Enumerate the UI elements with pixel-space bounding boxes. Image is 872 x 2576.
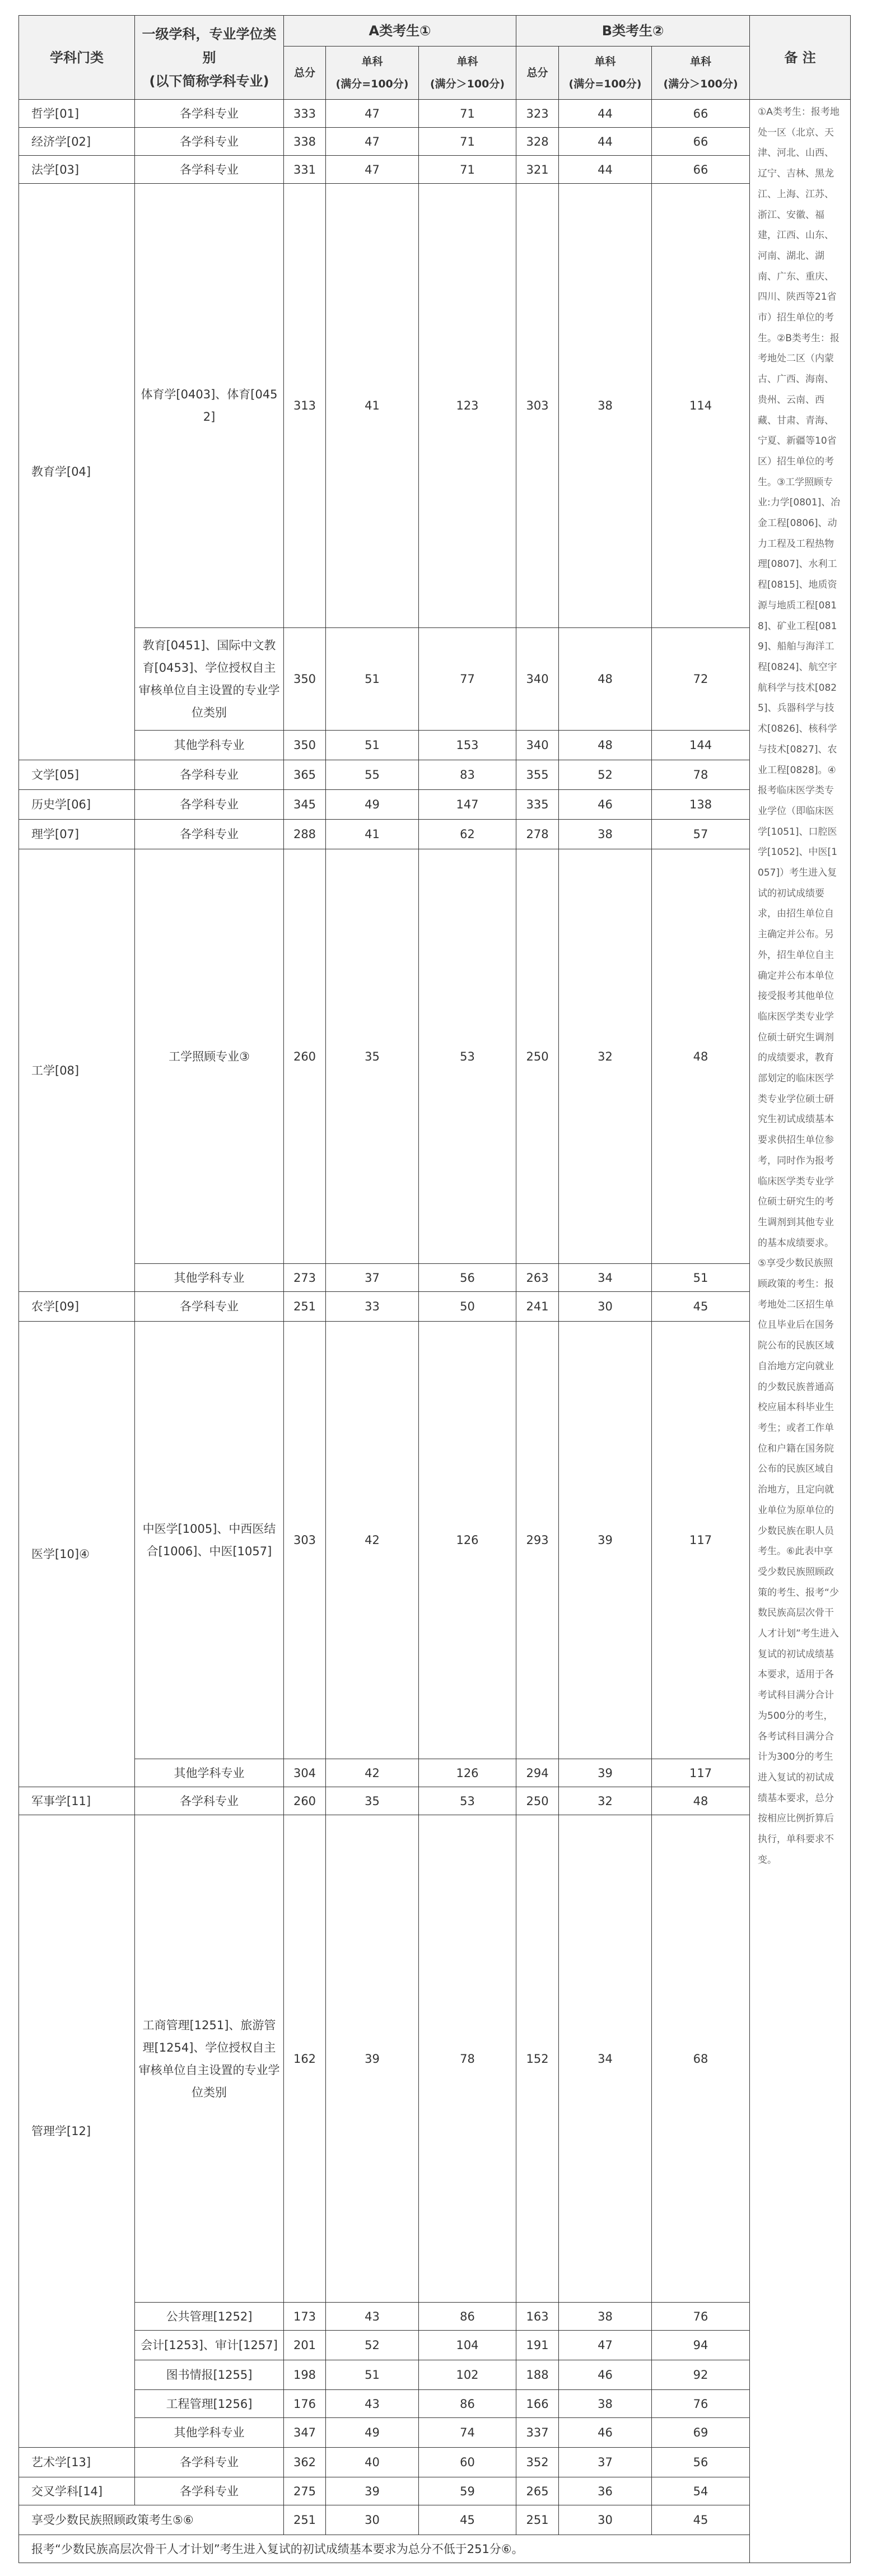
a-total: 350 bbox=[284, 628, 326, 731]
table-row bbox=[19, 1815, 851, 2303]
major-cell: 其他学科专业 bbox=[135, 1264, 284, 1292]
b-single-gt100: 114 bbox=[652, 184, 750, 628]
table-row bbox=[19, 2418, 851, 2448]
major-cell: 公共管理[1252] bbox=[135, 2303, 284, 2331]
score-requirements-table bbox=[18, 15, 851, 2563]
a-total: 251 bbox=[284, 2505, 326, 2535]
footer-note: 报考“少数民族高层次骨干人才计划”考生进入复试的初试成绩基本要求为总分不低于251分⑥。 bbox=[19, 2535, 750, 2563]
b-single-100: 36 bbox=[559, 2477, 652, 2505]
b-total: 251 bbox=[516, 2505, 559, 2535]
category-cell: 军事学[11] bbox=[19, 1787, 135, 1815]
b-single-100: 34 bbox=[559, 1264, 652, 1292]
a-single-100: 43 bbox=[326, 2303, 419, 2331]
a-total: 198 bbox=[284, 2360, 326, 2390]
a-total: 362 bbox=[284, 2448, 326, 2477]
a-total: 345 bbox=[284, 790, 326, 820]
a-total: 275 bbox=[284, 2477, 326, 2505]
category-cell: 医学[10]④ bbox=[19, 1322, 135, 1787]
a-total: 201 bbox=[284, 2331, 326, 2360]
header-b-single-gt100: 单科 (满分＞100分) bbox=[652, 47, 750, 100]
b-total: 303 bbox=[516, 184, 559, 628]
a-total: 333 bbox=[284, 100, 326, 128]
a-single-gt100: 62 bbox=[419, 820, 516, 849]
b-single-gt100: 66 bbox=[652, 156, 750, 184]
table-row bbox=[19, 2477, 851, 2505]
b-single-gt100: 72 bbox=[652, 628, 750, 731]
category-cell: 交叉学科[14] bbox=[19, 2477, 135, 2505]
b-single-100: 48 bbox=[559, 628, 652, 731]
b-single-100: 38 bbox=[559, 2303, 652, 2331]
header-a-single-gt100: 单科 (满分＞100分) bbox=[419, 47, 516, 100]
b-total: 293 bbox=[516, 1322, 559, 1759]
a-single-gt100: 153 bbox=[419, 731, 516, 760]
a-total: 176 bbox=[284, 2390, 326, 2418]
minority-label: 享受少数民族照顾政策考生⑤⑥ bbox=[19, 2505, 284, 2535]
b-single-gt100: 45 bbox=[652, 1292, 750, 1322]
b-total: 328 bbox=[516, 128, 559, 156]
b-single-100: 48 bbox=[559, 731, 652, 760]
major-cell: 工学照顾专业③ bbox=[135, 849, 284, 1264]
notes-cell: ①A类考生：报考地处一区（北京、天津、河北、山西、辽宁、吉林、黑龙江、上海、江苏、浙江、安徽、福建，江西、山东、河南、湖北、湖南、广东、重庆、四川、陕西等21省市）招生单位的考生。②B类考生：报考地处二区（内蒙古、广西、海南、贵州、云南、西藏、甘肃、青海、宁夏、新疆等10省区）招生单位的考生。③工学照顾专业:力学[0801]、冶金工程[0806]、动力工程及工程热物理[0807]、水利工程[0815]、地质资源与地质工程[0818]、矿业工程[0819]、船舶与海洋工程[0824]、航空宇航科学与技术[0825]、兵器科学与技术[0826]、核科学与技术[0827]、农业工程[0828]。④报考临床医学类专业学位（即临床医学[1051]、口腔医学[1052]、中医[1057]）考生进入复试的初试成绩要求，由招生单位自主确定并公布。另外，招生单位自主确定并公布本单位接受报考其他单位临床医学类专业学位硕士研究生调剂的成绩要求，教育部划定的临床医学类专业学位硕士研究生初试成绩基本要求供招生单位参考，同时作为报考临床医学类专业学位硕士研究生的考生调剂到其他专业的基本成绩要求。⑤享受少数民族照顾政策的考生：报考地处二区招生单位且毕业后在国务院公布的民族区域自治地方定向就业的少数民族普通高校应届本科毕业生考生；或者工作单位和户籍在国务院公布的民族区域自治地方，且定向就业单位为原单位的少数民族在职人员考生。⑥此表中享受少数民族照顾政策的考生、报考“少数民族高层次骨干人才计划”考生进入复试的初试成绩基本要求，适用于各考试科目满分合计为500分的考生，各考试科目满分合计为300分的考生进入复试的初试成绩基本要求，总分按相应比例折算后执行，单科要求不变。 bbox=[750, 100, 851, 2563]
a-single-gt100: 71 bbox=[419, 128, 516, 156]
a-single-100: 39 bbox=[326, 1815, 419, 2303]
header-discipline bbox=[135, 16, 284, 100]
b-total: 337 bbox=[516, 2418, 559, 2448]
major-cell: 工商管理[1251]、旅游管理[1254]、学位授权自主审核单位自主设置的专业学位类别 bbox=[135, 1815, 284, 2303]
major-cell: 图书情报[1255] bbox=[135, 2360, 284, 2390]
header-group-b: B类考生② bbox=[516, 16, 750, 47]
a-single-100: 33 bbox=[326, 1292, 419, 1322]
b-single-100: 44 bbox=[559, 100, 652, 128]
a-total: 350 bbox=[284, 731, 326, 760]
a-single-gt100: 53 bbox=[419, 849, 516, 1264]
a-single-gt100: 59 bbox=[419, 2477, 516, 2505]
b-single-gt100: 117 bbox=[652, 1322, 750, 1759]
b-total: 250 bbox=[516, 1787, 559, 1815]
a-single-100: 51 bbox=[326, 628, 419, 731]
header-discipline-line2: (以下简称学科专业) bbox=[149, 73, 269, 89]
table-row bbox=[19, 1787, 851, 1815]
category-cell: 工学[08] bbox=[19, 849, 135, 1292]
b-total: 294 bbox=[516, 1759, 559, 1787]
a-single-gt100: 50 bbox=[419, 1292, 516, 1322]
b-single-gt100: 144 bbox=[652, 731, 750, 760]
a-single-100: 41 bbox=[326, 184, 419, 628]
a-total: 313 bbox=[284, 184, 326, 628]
b-single-100: 30 bbox=[559, 1292, 652, 1322]
a-total: 273 bbox=[284, 1264, 326, 1292]
b-single-100: 32 bbox=[559, 1787, 652, 1815]
major-cell: 其他学科专业 bbox=[135, 1759, 284, 1787]
b-single-100: 44 bbox=[559, 128, 652, 156]
major-cell: 各学科专业 bbox=[135, 820, 284, 849]
a-total: 331 bbox=[284, 156, 326, 184]
b-total: 340 bbox=[516, 731, 559, 760]
a-single-gt100: 78 bbox=[419, 1815, 516, 2303]
table-row bbox=[19, 1264, 851, 1292]
b-single-100: 46 bbox=[559, 2418, 652, 2448]
b-single-gt100: 57 bbox=[652, 820, 750, 849]
header-b-single-100: 单科 (满分=100分) bbox=[559, 47, 652, 100]
b-single-100: 38 bbox=[559, 184, 652, 628]
table-row bbox=[19, 820, 851, 849]
a-single-100: 42 bbox=[326, 1759, 419, 1787]
category-cell: 经济学[02] bbox=[19, 128, 135, 156]
b-single-gt100: 92 bbox=[652, 2360, 750, 2390]
b-single-100: 44 bbox=[559, 156, 652, 184]
a-single-100: 39 bbox=[326, 2477, 419, 2505]
a-single-gt100: 77 bbox=[419, 628, 516, 731]
b-single-100: 46 bbox=[559, 2360, 652, 2390]
a-single-gt100: 71 bbox=[419, 156, 516, 184]
a-single-gt100: 60 bbox=[419, 2448, 516, 2477]
a-single-gt100: 126 bbox=[419, 1759, 516, 1787]
a-single-100: 47 bbox=[326, 156, 419, 184]
a-total: 365 bbox=[284, 760, 326, 790]
a-single-gt100: 86 bbox=[419, 2390, 516, 2418]
b-single-gt100: 48 bbox=[652, 849, 750, 1264]
a-total: 347 bbox=[284, 2418, 326, 2448]
a-single-100: 52 bbox=[326, 2331, 419, 2360]
table-row bbox=[19, 849, 851, 1264]
major-cell: 各学科专业 bbox=[135, 128, 284, 156]
b-single-gt100: 45 bbox=[652, 2505, 750, 2535]
a-single-gt100: 45 bbox=[419, 2505, 516, 2535]
b-total: 152 bbox=[516, 1815, 559, 2303]
major-cell: 各学科专业 bbox=[135, 790, 284, 820]
category-cell: 管理学[12] bbox=[19, 1815, 135, 2448]
major-cell: 其他学科专业 bbox=[135, 731, 284, 760]
b-single-gt100: 76 bbox=[652, 2390, 750, 2418]
a-single-100: 42 bbox=[326, 1322, 419, 1759]
table-row bbox=[19, 2331, 851, 2360]
header-b-total: 总分 bbox=[516, 47, 559, 100]
a-single-gt100: 53 bbox=[419, 1787, 516, 1815]
table-row bbox=[19, 156, 851, 184]
a-single-gt100: 104 bbox=[419, 2331, 516, 2360]
b-single-100: 39 bbox=[559, 1759, 652, 1787]
major-cell: 会计[1253]、审计[1257] bbox=[135, 2331, 284, 2360]
major-cell: 各学科专业 bbox=[135, 2448, 284, 2477]
b-single-100: 34 bbox=[559, 1815, 652, 2303]
table-row bbox=[19, 100, 851, 128]
category-cell: 理学[07] bbox=[19, 820, 135, 849]
b-total: 163 bbox=[516, 2303, 559, 2331]
a-single-gt100: 147 bbox=[419, 790, 516, 820]
major-cell: 其他学科专业 bbox=[135, 2418, 284, 2448]
header-category: 学科门类 bbox=[19, 16, 135, 100]
b-single-100: 38 bbox=[559, 820, 652, 849]
b-total: 340 bbox=[516, 628, 559, 731]
a-single-gt100: 56 bbox=[419, 1264, 516, 1292]
b-total: 191 bbox=[516, 2331, 559, 2360]
category-cell: 农学[09] bbox=[19, 1292, 135, 1322]
a-single-100: 49 bbox=[326, 790, 419, 820]
a-single-100: 47 bbox=[326, 128, 419, 156]
major-cell: 各学科专业 bbox=[135, 760, 284, 790]
table-row bbox=[19, 2448, 851, 2477]
table-row bbox=[19, 760, 851, 790]
major-cell: 各学科专业 bbox=[135, 1292, 284, 1322]
b-total: 355 bbox=[516, 760, 559, 790]
a-total: 303 bbox=[284, 1322, 326, 1759]
a-total: 251 bbox=[284, 1292, 326, 1322]
b-single-100: 39 bbox=[559, 1322, 652, 1759]
table-row bbox=[19, 2360, 851, 2390]
a-single-100: 51 bbox=[326, 2360, 419, 2390]
major-cell: 各学科专业 bbox=[135, 1787, 284, 1815]
a-single-100: 51 bbox=[326, 731, 419, 760]
a-total: 260 bbox=[284, 849, 326, 1264]
b-total: 335 bbox=[516, 790, 559, 820]
major-cell: 教育[0451]、国际中文教育[0453]、学位授权自主审核单位自主设置的专业学位类别 bbox=[135, 628, 284, 731]
b-single-gt100: 54 bbox=[652, 2477, 750, 2505]
a-single-100: 41 bbox=[326, 820, 419, 849]
table-row bbox=[19, 2390, 851, 2418]
table-row bbox=[19, 1322, 851, 1759]
a-total: 288 bbox=[284, 820, 326, 849]
b-single-100: 30 bbox=[559, 2505, 652, 2535]
major-cell: 中医学[1005]、中西医结合[1006]、中医[1057] bbox=[135, 1322, 284, 1759]
table-row bbox=[19, 1292, 851, 1322]
a-single-100: 43 bbox=[326, 2390, 419, 2418]
category-cell: 历史学[06] bbox=[19, 790, 135, 820]
b-single-100: 37 bbox=[559, 2448, 652, 2477]
a-single-gt100: 102 bbox=[419, 2360, 516, 2390]
a-single-gt100: 126 bbox=[419, 1322, 516, 1759]
b-total: 278 bbox=[516, 820, 559, 849]
major-cell: 体育学[0403]、体育[0452] bbox=[135, 184, 284, 628]
a-single-100: 30 bbox=[326, 2505, 419, 2535]
b-total: 263 bbox=[516, 1264, 559, 1292]
a-single-gt100: 74 bbox=[419, 2418, 516, 2448]
a-single-100: 55 bbox=[326, 760, 419, 790]
category-cell: 法学[03] bbox=[19, 156, 135, 184]
table-row bbox=[19, 2303, 851, 2331]
b-single-100: 38 bbox=[559, 2390, 652, 2418]
category-cell: 文学[05] bbox=[19, 760, 135, 790]
header-group-a: A类考生① bbox=[284, 16, 516, 47]
b-single-gt100: 56 bbox=[652, 2448, 750, 2477]
a-single-100: 35 bbox=[326, 1787, 419, 1815]
table-row bbox=[19, 731, 851, 760]
table-row bbox=[19, 790, 851, 820]
table-row bbox=[19, 128, 851, 156]
b-total: 352 bbox=[516, 2448, 559, 2477]
b-single-gt100: 78 bbox=[652, 760, 750, 790]
major-cell: 各学科专业 bbox=[135, 156, 284, 184]
major-cell: 各学科专业 bbox=[135, 100, 284, 128]
header-a-single-100: 单科 (满分=100分) bbox=[326, 47, 419, 100]
a-single-100: 35 bbox=[326, 849, 419, 1264]
b-single-gt100: 69 bbox=[652, 2418, 750, 2448]
b-total: 323 bbox=[516, 100, 559, 128]
header-a-total: 总分 bbox=[284, 47, 326, 100]
a-single-gt100: 71 bbox=[419, 100, 516, 128]
footer-row bbox=[19, 2535, 851, 2563]
major-cell: 各学科专业 bbox=[135, 2477, 284, 2505]
a-single-gt100: 123 bbox=[419, 184, 516, 628]
minority-row bbox=[19, 2505, 851, 2535]
a-single-gt100: 83 bbox=[419, 760, 516, 790]
major-cell: 工程管理[1256] bbox=[135, 2390, 284, 2418]
b-single-100: 47 bbox=[559, 2331, 652, 2360]
b-total: 188 bbox=[516, 2360, 559, 2390]
b-single-gt100: 94 bbox=[652, 2331, 750, 2360]
a-total: 338 bbox=[284, 128, 326, 156]
b-single-gt100: 68 bbox=[652, 1815, 750, 2303]
table-row bbox=[19, 1759, 851, 1787]
a-single-100: 37 bbox=[326, 1264, 419, 1292]
table-row bbox=[19, 628, 851, 731]
b-single-gt100: 66 bbox=[652, 100, 750, 128]
category-cell: 艺术学[13] bbox=[19, 2448, 135, 2477]
a-single-100: 49 bbox=[326, 2418, 419, 2448]
a-total: 162 bbox=[284, 1815, 326, 2303]
a-single-100: 47 bbox=[326, 100, 419, 128]
b-single-100: 46 bbox=[559, 790, 652, 820]
b-total: 166 bbox=[516, 2390, 559, 2418]
b-total: 241 bbox=[516, 1292, 559, 1322]
b-single-100: 52 bbox=[559, 760, 652, 790]
b-total: 321 bbox=[516, 156, 559, 184]
a-single-gt100: 86 bbox=[419, 2303, 516, 2331]
b-single-gt100: 48 bbox=[652, 1787, 750, 1815]
a-total: 260 bbox=[284, 1787, 326, 1815]
category-cell: 哲学[01] bbox=[19, 100, 135, 128]
b-single-gt100: 76 bbox=[652, 2303, 750, 2331]
category-cell: 教育学[04] bbox=[19, 184, 135, 760]
header-notes: 备 注 bbox=[750, 16, 851, 100]
b-single-gt100: 51 bbox=[652, 1264, 750, 1292]
a-total: 173 bbox=[284, 2303, 326, 2331]
header-discipline-line1: 一级学科，专业学位类别 bbox=[142, 26, 277, 66]
a-total: 304 bbox=[284, 1759, 326, 1787]
table-row bbox=[19, 184, 851, 628]
b-total: 265 bbox=[516, 2477, 559, 2505]
b-total: 250 bbox=[516, 849, 559, 1264]
b-single-gt100: 138 bbox=[652, 790, 750, 820]
b-single-gt100: 66 bbox=[652, 128, 750, 156]
a-single-100: 40 bbox=[326, 2448, 419, 2477]
b-single-gt100: 117 bbox=[652, 1759, 750, 1787]
b-single-100: 32 bbox=[559, 849, 652, 1264]
